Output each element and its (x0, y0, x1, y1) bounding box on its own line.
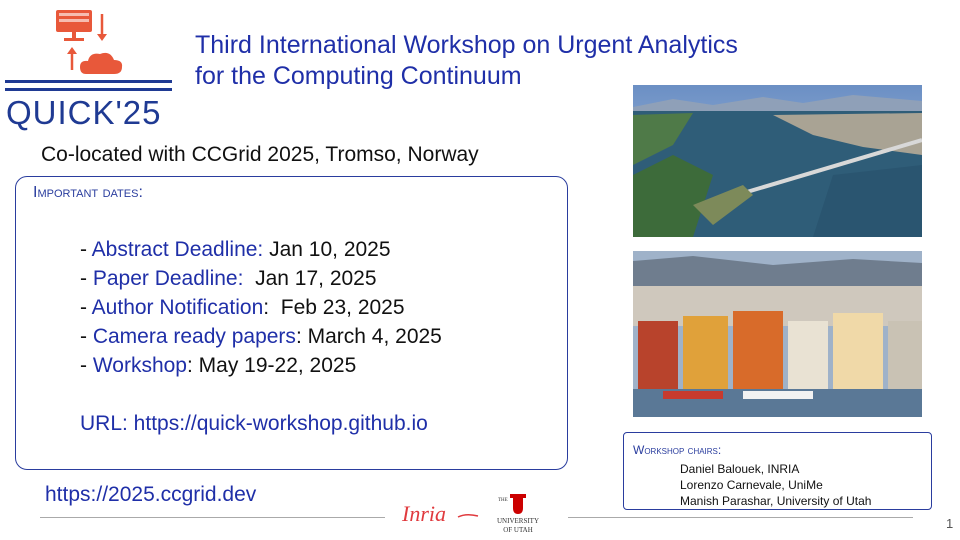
utah-logo-the: THE (498, 498, 508, 503)
date-label: Abstract Deadline: (91, 238, 264, 261)
date-value: : Feb 23, 2025 (263, 296, 405, 319)
title-line-1: Third International Workshop on Urgent Analytics (195, 31, 738, 59)
logo-text: QUICK'25 (6, 94, 162, 131)
university-of-utah-logo (488, 492, 548, 536)
logo-rule-bottom (5, 88, 172, 91)
date-label: Paper Deadline: (92, 267, 244, 290)
slide-title (195, 30, 875, 92)
inria-logo-text: Inria (402, 501, 446, 526)
date-label: Author Notification (91, 296, 264, 319)
inria-logo (400, 497, 480, 531)
date-value: Jan 10, 2025 (263, 238, 391, 261)
page-number: 1 (946, 516, 954, 531)
date-item-notification: - Author Notification: Feb 23, 2025 (80, 296, 405, 319)
chair-name: Manish Parashar, University of Utah (680, 494, 872, 508)
chair-name: Daniel Balouek, INRIA (680, 462, 800, 476)
date-item-abstract: - Abstract Deadline: Jan 10, 2025 (80, 238, 391, 261)
workshop-url-link[interactable]: URL: https://quick-workshop.github.io (80, 412, 428, 435)
important-dates-heading: Important dates: (33, 184, 143, 201)
ccgrid-url-link[interactable]: https://2025.ccgrid.dev (45, 483, 257, 506)
tromso-harbor-houses-photo (633, 251, 922, 417)
footer-rule-right (568, 517, 913, 518)
workshop-chairs-heading: Workshop chairs: (633, 443, 722, 457)
date-label: Workshop (92, 354, 187, 377)
date-item-paper: - Paper Deadline: Jan 17, 2025 (80, 267, 377, 290)
tromso-aerial-photo (633, 85, 922, 237)
chair-name: Lorenzo Carnevale, UniMe (680, 478, 823, 492)
date-value: : May 19-22, 2025 (186, 354, 357, 377)
date-value: : March 4, 2025 (295, 325, 442, 348)
date-item-workshop: - Workshop: May 19-22, 2025 (80, 354, 357, 377)
footer-rule-left (40, 517, 385, 518)
date-label: Camera ready papers (92, 325, 296, 348)
colocated-text: Co-located with CCGrid 2025, Tromso, Norway (41, 143, 479, 166)
utah-logo-university: UNIVERSITY (497, 517, 539, 525)
date-item-camera-ready: - Camera ready papers: March 4, 2025 (80, 325, 442, 348)
quick-logo-icon (52, 8, 128, 76)
date-value: Jan 17, 2025 (243, 267, 377, 290)
title-line-2: for the Computing Continuum (195, 62, 522, 90)
logo-rule-top (5, 80, 172, 83)
utah-logo-of-utah: OF UTAH (503, 526, 533, 534)
